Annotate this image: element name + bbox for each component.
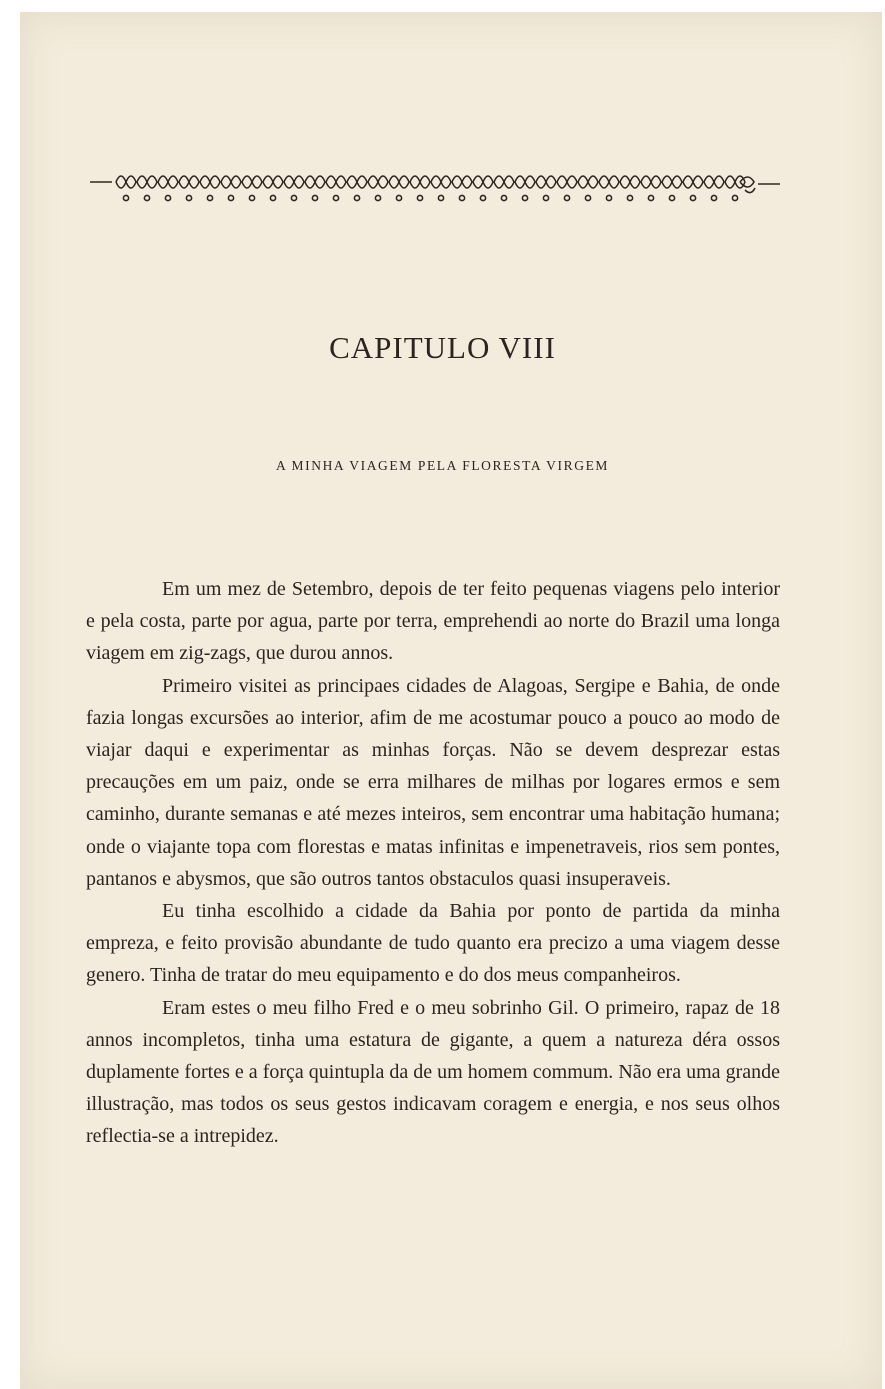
paragraph: Eram estes o meu filho Fred e o meu sobrinho Gil. O primeiro, rapaz de 18 annos incompletos, tinha uma estatura de gigante, a quem a natureza déra ossos duplamente fortes e a força quintupla da de um homem commum. Não era uma grande illustração, mas todos os seus gestos indicavam coragem e energia, e nos seus olhos reflectia-se a intrepidez. bbox=[86, 996, 780, 1148]
decorative-ornament-band bbox=[90, 168, 780, 208]
body-text bbox=[86, 573, 780, 1153]
paragraph: Eu tinha escolhido a cidade da Bahia por ponto de partida da minha empreza, e feito provisão abundante de tudo quanto era precizo a uma viagem desse genero. Tinha de tratar do meu equipamento e do dos meus companheiros. bbox=[86, 900, 780, 987]
paragraph: Primeiro visitei as principaes cidades de Alagoas, Sergipe e Bahia, de onde fazia longas excursões ao interior, afim de me acostumar pouco a pouco ao modo de viajar daqui e experimentar as minhas forças. Não se devem desprezar estas precauções em um paiz, onde se erra milhares de milhas por logares ermos e sem caminho, durante semanas e até mezes inteiros, sem encontrar uma habitação humana; onde o viajante topa com florestas e matas infinitas e impenetraveis, rios sem pontes, pantanos e abysmos, que são outros tantos obstaculos quasi insuperaveis. bbox=[86, 674, 780, 890]
chapter-subtitle: A MINHA VIAGEM PELA FLORESTA VIRGEM bbox=[275, 458, 610, 473]
paragraph: Em um mez de Setembro, depois de ter feito pequenas viagens pelo interior e pela costa, parte por agua, parte por terra, emprehendi ao norte do Brazil uma longa viagem em zig-zags, que durou annos. bbox=[86, 578, 780, 665]
chapter-title: CAPITULO VIII bbox=[329, 330, 556, 365]
